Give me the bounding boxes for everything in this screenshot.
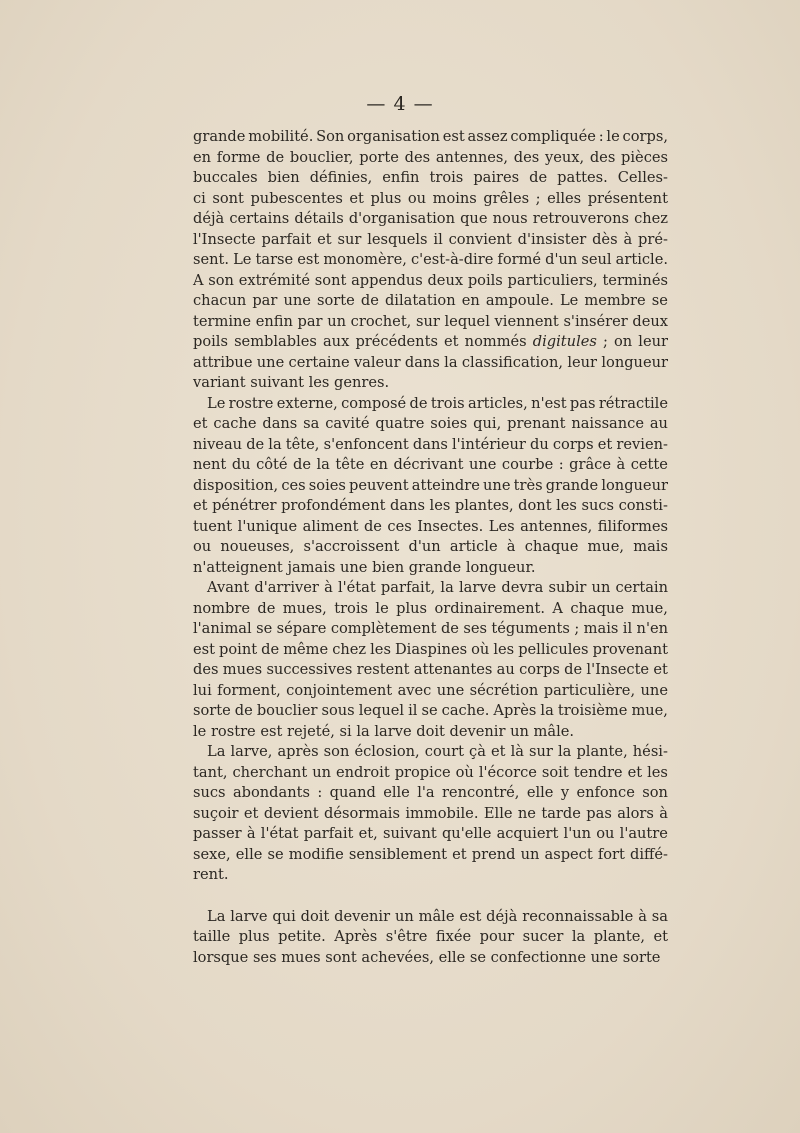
paragraph (193, 907, 668, 969)
text-line: et pénétrer profondément dans les plantes, dont les sucs consti- (193, 497, 668, 514)
text-line: passer à l'état parfait et, suivant qu'elle acquiert l'un ou l'autre (193, 825, 668, 842)
text-line: ou noueuses, s'accroissent d'un article à chaque mue, mais (193, 538, 668, 555)
text-line: lui forment, conjointement avec une sécrétion particulière, une (193, 681, 668, 699)
text-line: chacun par une sorte de dilatation en ampoule. Le membre se (193, 292, 668, 309)
text-line: déjà certains détails d'organisation que nous retrouverons chez (193, 210, 668, 227)
text-line: taille plus petite. Après s'être fixée pour sucer la plante, et (193, 928, 668, 945)
text-line: sucs abondants : quand elle l'a rencontré, elle y enfonce son (193, 784, 668, 801)
text-line: La larve qui doit devenir un mâle est déjà reconnaissable à sa (207, 907, 668, 925)
text-line: nent du côté de la tête en décrivant une courbe : grâce à cette (193, 456, 668, 473)
text-line: Avant d'arriver à l'état parfait, la larve devra subir un certain (207, 579, 668, 596)
text-line: variant suivant les genres. (193, 374, 390, 391)
paragraph-gap (193, 886, 668, 907)
text-line: suçoir et devient désormais immobile. Elle ne tarde pas alors à (193, 804, 668, 822)
text-line: n'atteignent jamais une bien grande longueur. (193, 558, 536, 576)
text-line: et cache dans sa cavité quatre soies qui, prenant naissance au (193, 415, 668, 432)
text-line: rent. (193, 866, 229, 883)
text-line: est point de même chez les Diaspines où les pellicules provenant (193, 640, 668, 658)
text-line: A son extrémité sont appendus deux poils particuliers, terminés (193, 271, 668, 289)
paragraph (193, 127, 668, 394)
text-line: ci sont pubescentes et plus ou moins grêles ; elles présentent (193, 189, 668, 207)
paragraph (193, 394, 668, 579)
text-line: disposition, ces soies peuvent atteindre une très grande longueur (193, 476, 668, 494)
text-line: tuent l'unique aliment de ces Insectes. Les antennes, filiformes (193, 517, 668, 535)
text-line: sent. Le tarse est monomère, c'est-à-dire formé d'un seul article. (193, 251, 668, 268)
text-line: lorsque ses mues sont achevées, elle se confectionne une sorte (193, 948, 661, 966)
text-line: nombre de mues, trois le plus ordinairement. A chaque mue, (193, 599, 668, 617)
text-line: Le rostre externe, composé de trois articles, n'est pas rétractile (207, 394, 668, 412)
text-line: attribue une certaine valeur dans la classification, leur longueur (193, 353, 668, 371)
text-line: tant, cherchant un endroit propice où l'écorce soit tendre et les (193, 763, 668, 781)
text-line: sorte de bouclier sous lequel il se cache. Après la troisième mue, (193, 702, 668, 719)
text-line: sexe, elle se modifie sensiblement et prend un aspect fort diffé- (193, 845, 668, 863)
text-line: grande mobilité. Son organisation est assez compliquée : le corps, (193, 128, 668, 145)
body-text (193, 127, 668, 968)
text-line: La larve, après son éclosion, court çà et là sur la plante, hési- (207, 743, 668, 760)
paragraph (193, 578, 668, 742)
text-line: des mues successives restent attenantes au corps de l'Insecte et (193, 661, 668, 678)
text-line: niveau de la tête, s'enfoncent dans l'intérieur du corps et revien- (193, 435, 668, 453)
text-line: l'animal se sépare complètement de ses téguments ; mais il n'en (193, 620, 668, 637)
text-line: termine enfin par un crochet, sur lequel viennent s'insérer deux (193, 312, 668, 330)
paragraph (193, 742, 668, 886)
page-number: — 4 — (366, 93, 434, 115)
text-line: le rostre est rejeté, si la larve doit devenir un mâle. (193, 722, 575, 740)
text-line: l'Insecte parfait et sur lesquels il convient d'insister dès à pré- (193, 230, 668, 248)
text-line: poils semblables aux précédents et nommés digitules ; on leur (193, 333, 668, 350)
text-line: en forme de bouclier, porte des antennes, des yeux, des pièces (193, 148, 668, 166)
text-line: buccales bien définies, enfin trois paires de pattes. Celles- (193, 169, 668, 186)
